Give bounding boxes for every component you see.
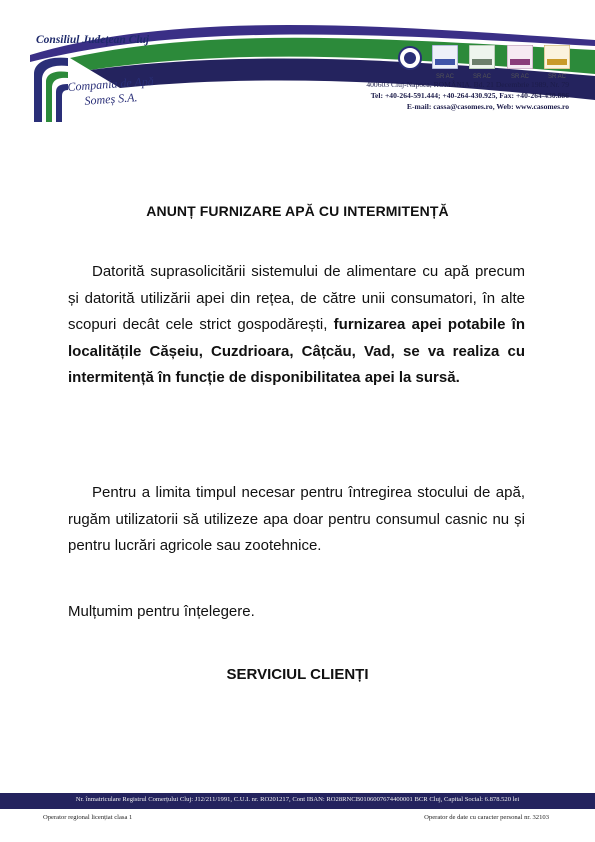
council-name: Consiliul Județean Cluj <box>36 34 150 46</box>
certification-badge-1: SR AC <box>432 45 458 80</box>
logo-line-1: Compania de Apă <box>67 73 155 94</box>
footer-data-operator: Operator de date cu caracter personal nr. 32103 <box>424 814 549 821</box>
notice-paragraph-1 <box>68 259 525 392</box>
notice-paragraph-2 <box>68 480 525 560</box>
iso-seal-icon <box>397 45 423 71</box>
company-logo <box>30 52 70 124</box>
logo-line-2: Someș S.A. <box>84 90 138 108</box>
email-line: E-mail: cassa@casomes.ro, Web: www.casomes.ro <box>406 102 569 111</box>
paragraph-1-text: Datorită suprasolicitării sistemului de alimentare cu apă precum și datorită utilizării apei din rețea, de către unii consumatori, în alte scopuri decât cele strict gospodărești, <box>68 263 525 333</box>
notice-title: ANUNȚ FURNIZARE APĂ CU INTERMITENȚĂ <box>146 203 449 219</box>
address-line: 400603 Cluj-Napoca, ROMÂNIA, Bd. 21 Decembrie 1989, Nr. 79 <box>366 80 569 89</box>
certification-badge-2: SR AC <box>469 45 495 80</box>
company-logo-text <box>67 74 155 110</box>
footer-operator-license: Operator regional licențiat clasa 1 <box>43 814 133 821</box>
paragraph-1-bold-text: furnizarea apei potabile în localitățile Cășeiu, Cuzdrioara, Câțcău, Vad, se va realiza cu intermitență în funcție de disponibilitatea apei la sursă. <box>68 316 526 386</box>
contact-info <box>366 79 569 112</box>
signature: SERVICIUL CLIENȚI <box>226 666 369 683</box>
certification-badge-4: SR AC <box>544 45 570 80</box>
thanks-line: Mulțumim pentru înțelegere. <box>68 603 255 620</box>
phone-line: Tel: +40-264-591.444; +40-264-430.925, Fax: +40-264-430.886 <box>370 91 569 100</box>
certification-badge-3: SR AC <box>507 45 533 80</box>
paragraph-2-text: Pentru a limita timpul necesar pentru întregirea stocului de apă, rugăm utilizatorii să utilizeze apa doar pentru consumul casnic nu și pentru lucrări agricole sau zootehnice. <box>68 484 525 554</box>
footer-registry: Nr. înmatriculare Registrul Comerțului Cluj: J12/211/1991, C.U.I. nr. RO201217, Cont IBAN: RO28RNCB0106007674400001 BCR Cluj, Capital Social: 6.878.520 lei <box>75 796 520 803</box>
